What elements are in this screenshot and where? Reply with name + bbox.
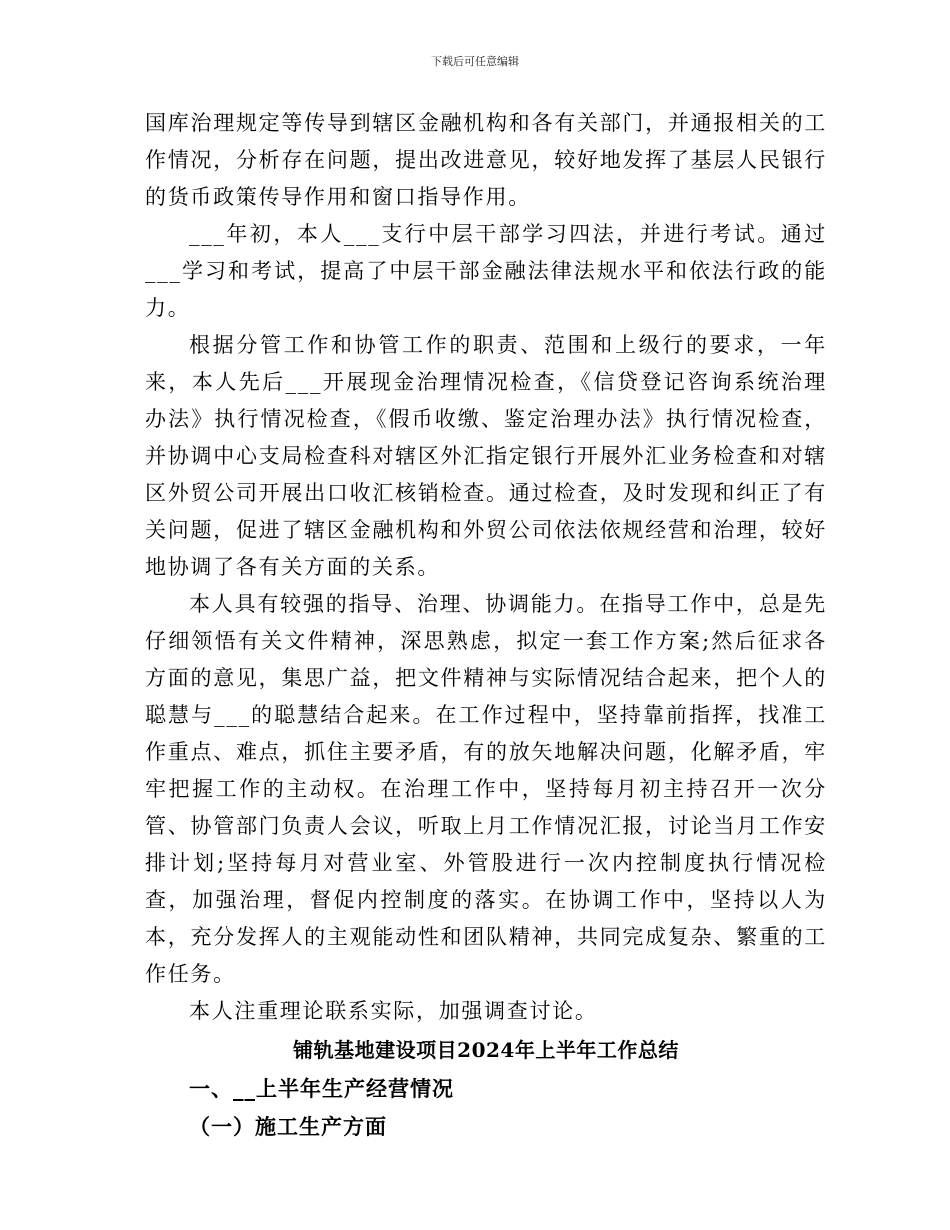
page-header-note: 下载后可任意编辑 [431,55,519,68]
paragraph-2: ___年初，本人___支行中层干部学习四法，并进行考试。通过___学习和考试，提高了中层干部金融法律法规水平和依法行政的能力。 [145,222,827,320]
paragraph-4: 本人具有较强的指导、治理、协调能力。在指导工作中，总是先仔细领悟有关文件精神，深思熟虑，拟定一套工作方案;然后征求各方面的意见，集思广益，把文件精神与实际情况结合起来，把个人的聪慧与___的聪慧结合起来。在工作过程中，坚持靠前指挥，找准工作重点、难点，抓住主要矛盾，有的放矢地解决问题，化解矛盾，牢牢把握工作的主动权。在治理工作中，坚持每月初主持召开一次分管、协管部门负责人会议，听取上月工作情况汇报，讨论当月工作安排计划;坚持每月对营业室、外管股进行一次内控制度执行情况检查，加强治理，督促内控制度的落实。在协调工作中，坚持以人为本，充分发挥人的主观能动性和团队精神，共同完成复杂、繁重的工作任务。 [145,592,827,986]
heading-level-2: （一）施工生产方面 [189,1114,387,1139]
paragraph-1: 国库治理规定等传导到辖区金融机构和各有关部门，并通报相关的工作情况，分析存在问题，提出改进意见，较好地发挥了基层人民银行的货币政策传导作用和窗口指导作用。 [145,111,827,209]
document-body [145,105,827,1146]
paragraph-3: 根据分管工作和协管工作的职责、范围和上级行的要求，一年来，本人先后___开展现金治理情况检查，《信贷登记咨询系统治理办法》执行情况检查，《假币收缴、鉴定治理办法》执行情况检查，并协调中心支局检查科对辖区外汇指定银行开展外汇业务检查和对辖区外贸公司开展出口收汇核销检查。通过检查，及时发现和纠正了有关问题，促进了辖区金融机构和外贸公司依法依规经营和治理，较好地协调了各有关方面的关系。 [145,333,827,579]
heading-level-1: 一、__上半年生产经营情况 [189,1076,454,1101]
paragraph-5: 本人注重理论联系实际，加强调查讨论。 [189,999,598,1023]
section-title: 铺轨基地建设项目2024年上半年工作总结 [293,1038,679,1062]
